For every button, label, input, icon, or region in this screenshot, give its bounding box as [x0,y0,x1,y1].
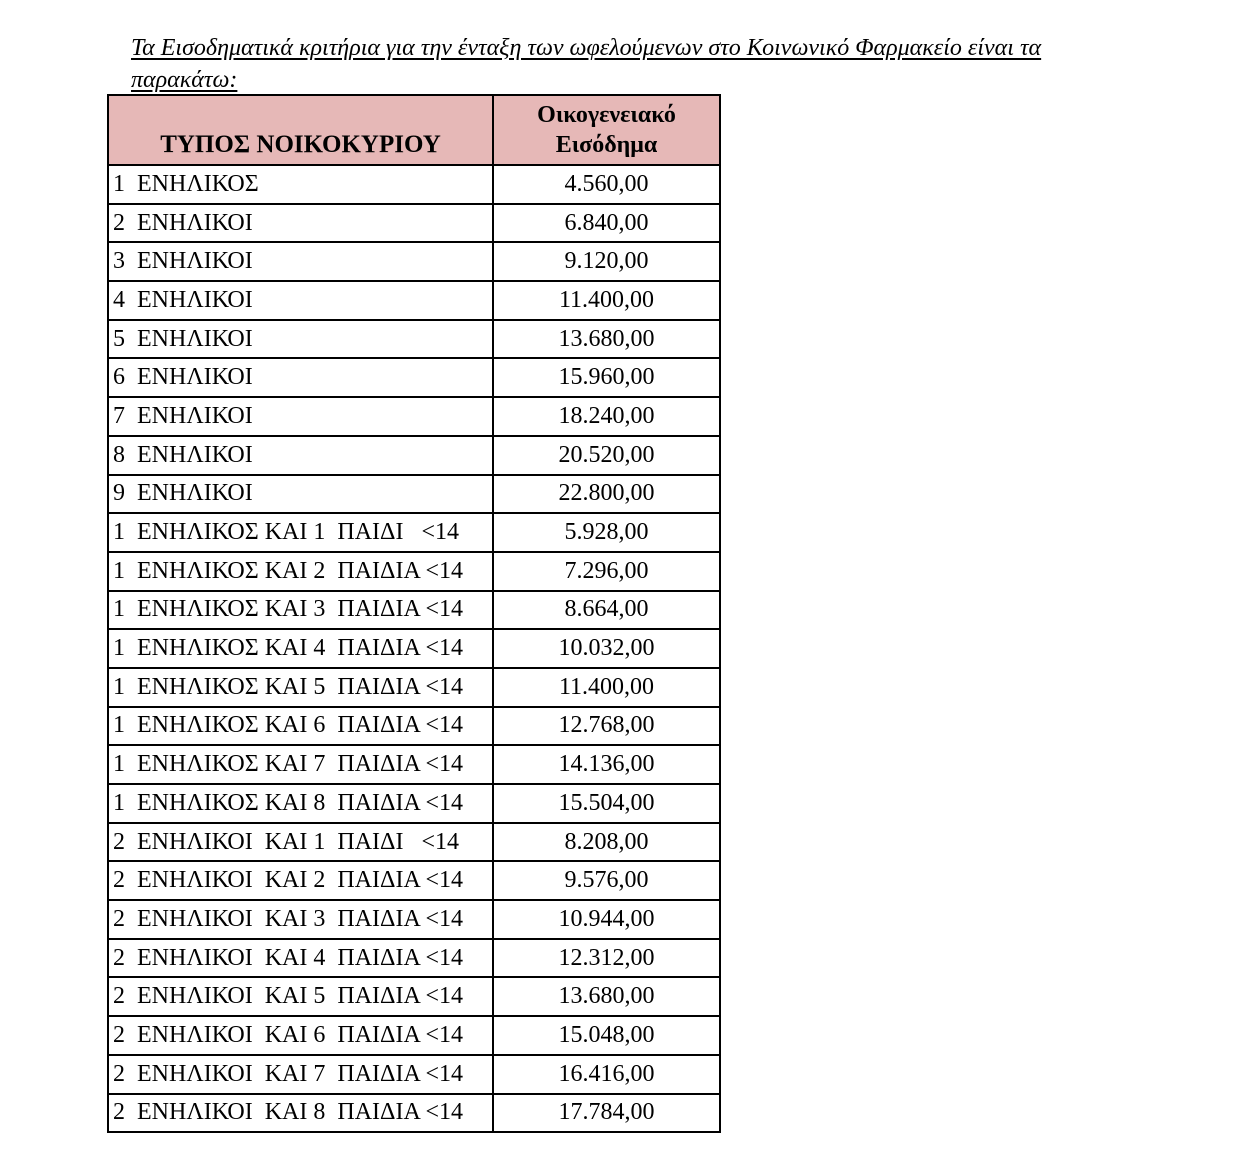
household-type-cell: 1 ΕΝΗΛΙΚΟΣ [108,165,493,204]
table-row [108,900,720,939]
income-amount-cell: 11.400,00 [493,668,720,707]
household-type-cell: 2 ΕΝΗΛΙΚΟΙ ΚΑΙ 6 ΠΑΙΔΙΑ <14 [108,1016,493,1055]
table-row [108,513,720,552]
income-amount-cell: 5.928,00 [493,513,720,552]
table-header [108,95,720,165]
household-type-cell: 1 ΕΝΗΛΙΚΟΣ ΚΑΙ 6 ΠΑΙΔΙΑ <14 [108,707,493,746]
table-row [108,591,720,630]
household-type-cell: 3 ΕΝΗΛΙΚΟΙ [108,242,493,281]
header-row [108,95,720,165]
table-row [108,707,720,746]
column-header-income-line-2: Εισόδημα [555,132,658,158]
income-amount-cell: 17.784,00 [493,1094,720,1133]
household-type-cell: 1 ΕΝΗΛΙΚΟΣ ΚΑΙ 7 ΠΑΙΔΙΑ <14 [108,745,493,784]
income-amount-cell: 11.400,00 [493,281,720,320]
household-type-cell: 2 ΕΝΗΛΙΚΟΙ ΚΑΙ 7 ΠΑΙΔΙΑ <14 [108,1055,493,1094]
household-type-cell: 6 ΕΝΗΛΙΚΟΙ [108,358,493,397]
income-amount-cell: 9.576,00 [493,861,720,900]
household-type-cell: 2 ΕΝΗΛΙΚΟΙ ΚΑΙ 8 ΠΑΙΔΙΑ <14 [108,1094,493,1133]
table-row [108,204,720,243]
household-type-cell: 2 ΕΝΗΛΙΚΟΙ ΚΑΙ 3 ΠΑΙΔΙΑ <14 [108,900,493,939]
household-type-cell: 2 ΕΝΗΛΙΚΟΙ ΚΑΙ 5 ΠΑΙΔΙΑ <14 [108,977,493,1016]
income-amount-cell: 12.312,00 [493,939,720,978]
table-row [108,358,720,397]
table-row [108,745,720,784]
table-row [108,823,720,862]
income-amount-cell: 12.768,00 [493,707,720,746]
intro-line-1: Τα Εισοδηματικά κριτήρια για την ένταξη των ωφελούμενων στο Κοινωνικό Φαρμακείο είναι τα [131,35,1042,61]
table-row [108,1094,720,1133]
household-type-cell: 4 ΕΝΗΛΙΚΟΙ [108,281,493,320]
household-type-cell: 2 ΕΝΗΛΙΚΟΙ ΚΑΙ 2 ΠΑΙΔΙΑ <14 [108,861,493,900]
intro-line-2: παρακάτω: [131,67,238,93]
household-type-cell: 1 ΕΝΗΛΙΚΟΣ ΚΑΙ 3 ΠΑΙΔΙΑ <14 [108,591,493,630]
income-amount-cell: 22.800,00 [493,475,720,514]
table-row [108,436,720,475]
table-row [108,629,720,668]
income-amount-cell: 15.960,00 [493,358,720,397]
table-row [108,939,720,978]
household-type-cell: 9 ΕΝΗΛΙΚΟΙ [108,475,493,514]
income-amount-cell: 4.560,00 [493,165,720,204]
table-row [108,861,720,900]
table-row [108,1016,720,1055]
table-row [108,977,720,1016]
intro-paragraph [131,32,1141,96]
column-header-household-type: ΤΥΠΟΣ ΝΟΙΚΟΚΥΡΙΟΥ [108,95,493,165]
table-row [108,165,720,204]
household-type-cell: 2 ΕΝΗΛΙΚΟΙ ΚΑΙ 4 ΠΑΙΔΙΑ <14 [108,939,493,978]
income-amount-cell: 10.944,00 [493,900,720,939]
household-type-cell: 1 ΕΝΗΛΙΚΟΣ ΚΑΙ 4 ΠΑΙΔΙΑ <14 [108,629,493,668]
table-row [108,281,720,320]
household-type-cell: 2 ΕΝΗΛΙΚΟΙ ΚΑΙ 1 ΠΑΙΔΙ <14 [108,823,493,862]
table-row [108,1055,720,1094]
column-header-income-line-1: Οικογενειακό [537,102,676,128]
table-row [108,784,720,823]
income-amount-cell: 6.840,00 [493,204,720,243]
table-row [108,475,720,514]
household-type-cell: 2 ΕΝΗΛΙΚΟΙ [108,204,493,243]
income-amount-cell: 10.032,00 [493,629,720,668]
income-amount-cell: 8.208,00 [493,823,720,862]
income-amount-cell: 20.520,00 [493,436,720,475]
income-amount-cell: 13.680,00 [493,320,720,359]
table-body [108,165,720,1132]
income-amount-cell: 13.680,00 [493,977,720,1016]
table-row [108,668,720,707]
income-amount-cell: 14.136,00 [493,745,720,784]
income-amount-cell: 8.664,00 [493,591,720,630]
table-row [108,320,720,359]
household-type-cell: 7 ΕΝΗΛΙΚΟΙ [108,397,493,436]
income-amount-cell: 15.048,00 [493,1016,720,1055]
income-amount-cell: 15.504,00 [493,784,720,823]
income-amount-cell: 7.296,00 [493,552,720,591]
household-type-cell: 1 ΕΝΗΛΙΚΟΣ ΚΑΙ 1 ΠΑΙΔΙ <14 [108,513,493,552]
table-row [108,397,720,436]
household-type-cell: 8 ΕΝΗΛΙΚΟΙ [108,436,493,475]
household-type-cell: 1 ΕΝΗΛΙΚΟΣ ΚΑΙ 5 ΠΑΙΔΙΑ <14 [108,668,493,707]
table-row [108,242,720,281]
income-criteria-table [107,94,721,1133]
income-amount-cell: 9.120,00 [493,242,720,281]
household-type-cell: 1 ΕΝΗΛΙΚΟΣ ΚΑΙ 8 ΠΑΙΔΙΑ <14 [108,784,493,823]
household-type-cell: 1 ΕΝΗΛΙΚΟΣ ΚΑΙ 2 ΠΑΙΔΙΑ <14 [108,552,493,591]
column-header-family-income [493,95,720,165]
table-row [108,552,720,591]
income-amount-cell: 18.240,00 [493,397,720,436]
household-type-cell: 5 ΕΝΗΛΙΚΟΙ [108,320,493,359]
income-amount-cell: 16.416,00 [493,1055,720,1094]
